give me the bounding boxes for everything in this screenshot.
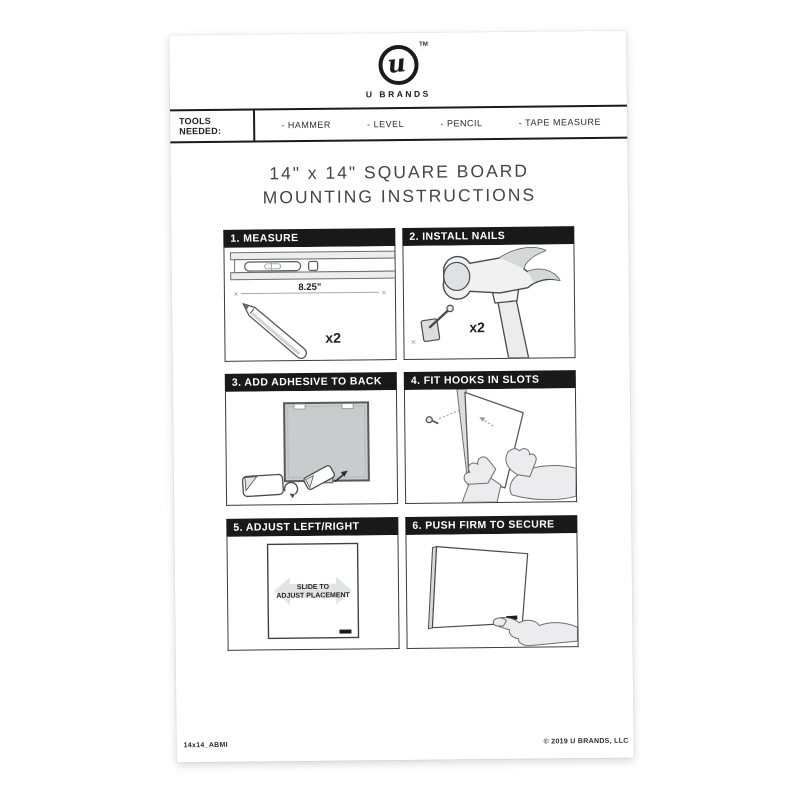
step-1-illustration — [223, 246, 396, 362]
step-4-header: 4. FIT HOOKS IN SLOTS — [404, 370, 576, 390]
flip-arrow-icon — [285, 482, 298, 498]
tools-needed-label: TOOLS NEEDED: — [170, 111, 255, 142]
dimension-line — [233, 281, 386, 299]
step-panel-3 — [225, 372, 398, 507]
step-2-header: 2. INSTALL NAILS — [402, 226, 574, 246]
tool-pencil: - PENCIL — [440, 118, 483, 129]
logo-letter: u — [386, 47, 408, 79]
step-6-header: 6. PUSH FIRM TO SECURE — [405, 515, 577, 535]
wall-nail-icon — [426, 410, 459, 423]
page-title-line2: MOUNTING INSTRUCTIONS — [262, 184, 537, 208]
step-3-header: 3. ADD ADHESIVE TO BACK — [225, 372, 397, 392]
tool-hammer: - HAMMER — [281, 119, 331, 131]
step-panel-5 — [226, 517, 399, 652]
step-3-illustration — [225, 390, 398, 506]
board-slot-left — [294, 404, 305, 409]
adhesive-strip-icon — [242, 474, 283, 496]
step-1-header: 1. MEASURE — [223, 228, 395, 248]
nail-icon — [410, 305, 453, 347]
page-title-line1: 14" x 14" SQUARE BOARD — [269, 160, 530, 184]
instruction-sheet — [169, 31, 634, 763]
ubrands-logo-icon — [378, 45, 418, 85]
pencil-icon — [243, 303, 306, 359]
step-panel-4 — [404, 370, 577, 505]
count-label: x2 — [469, 319, 485, 336]
push-firm-illustration-svg — [406, 533, 577, 648]
svg-text:×: × — [233, 289, 239, 299]
brand-name: U BRANDS — [365, 88, 431, 100]
copyright: © 2019 U BRANDS, LLC — [543, 737, 629, 746]
slide-label-line2: ADJUST PLACEMENT — [276, 592, 350, 600]
measure-illustration-svg — [224, 246, 395, 361]
adjust-illustration-svg — [227, 535, 398, 650]
tools-needed-bar — [170, 105, 627, 144]
svg-text:×: × — [381, 288, 387, 298]
board-perspective — [428, 546, 529, 629]
pointing-hand — [493, 617, 577, 646]
step-2-illustration — [402, 244, 575, 360]
count-label: x2 — [325, 329, 342, 346]
right-hand — [506, 448, 576, 500]
slide-label-line1: SLIDE TO — [296, 583, 330, 592]
trademark-symbol: TM — [419, 41, 428, 48]
install-nails-illustration-svg — [403, 244, 574, 359]
step-5-header: 5. ADJUST LEFT/RIGHT — [226, 517, 398, 537]
level-icon — [230, 251, 395, 280]
tool-tape-measure: - TAPE MEASURE — [518, 116, 602, 128]
tool-level: - LEVEL — [367, 118, 405, 130]
page-title — [171, 158, 628, 211]
adhesive-illustration-svg — [226, 390, 397, 505]
step-panel-1 — [223, 228, 396, 363]
document-code: 14x14_ABMI — [183, 741, 228, 750]
tools-list — [255, 107, 627, 141]
step-4-illustration — [404, 388, 577, 504]
measurement-label: 8.25" — [298, 281, 322, 294]
hammer-icon — [443, 247, 561, 358]
board-logo-tag — [339, 630, 351, 634]
step-5-illustration — [226, 535, 399, 651]
fit-hooks-illustration-svg — [405, 388, 576, 503]
step-6-illustration — [405, 533, 578, 649]
step-panel-2 — [402, 226, 575, 361]
brand-header — [169, 43, 627, 102]
board-slot-right — [342, 404, 353, 409]
step-panel-6 — [405, 515, 578, 650]
svg-text:×: × — [410, 336, 417, 347]
